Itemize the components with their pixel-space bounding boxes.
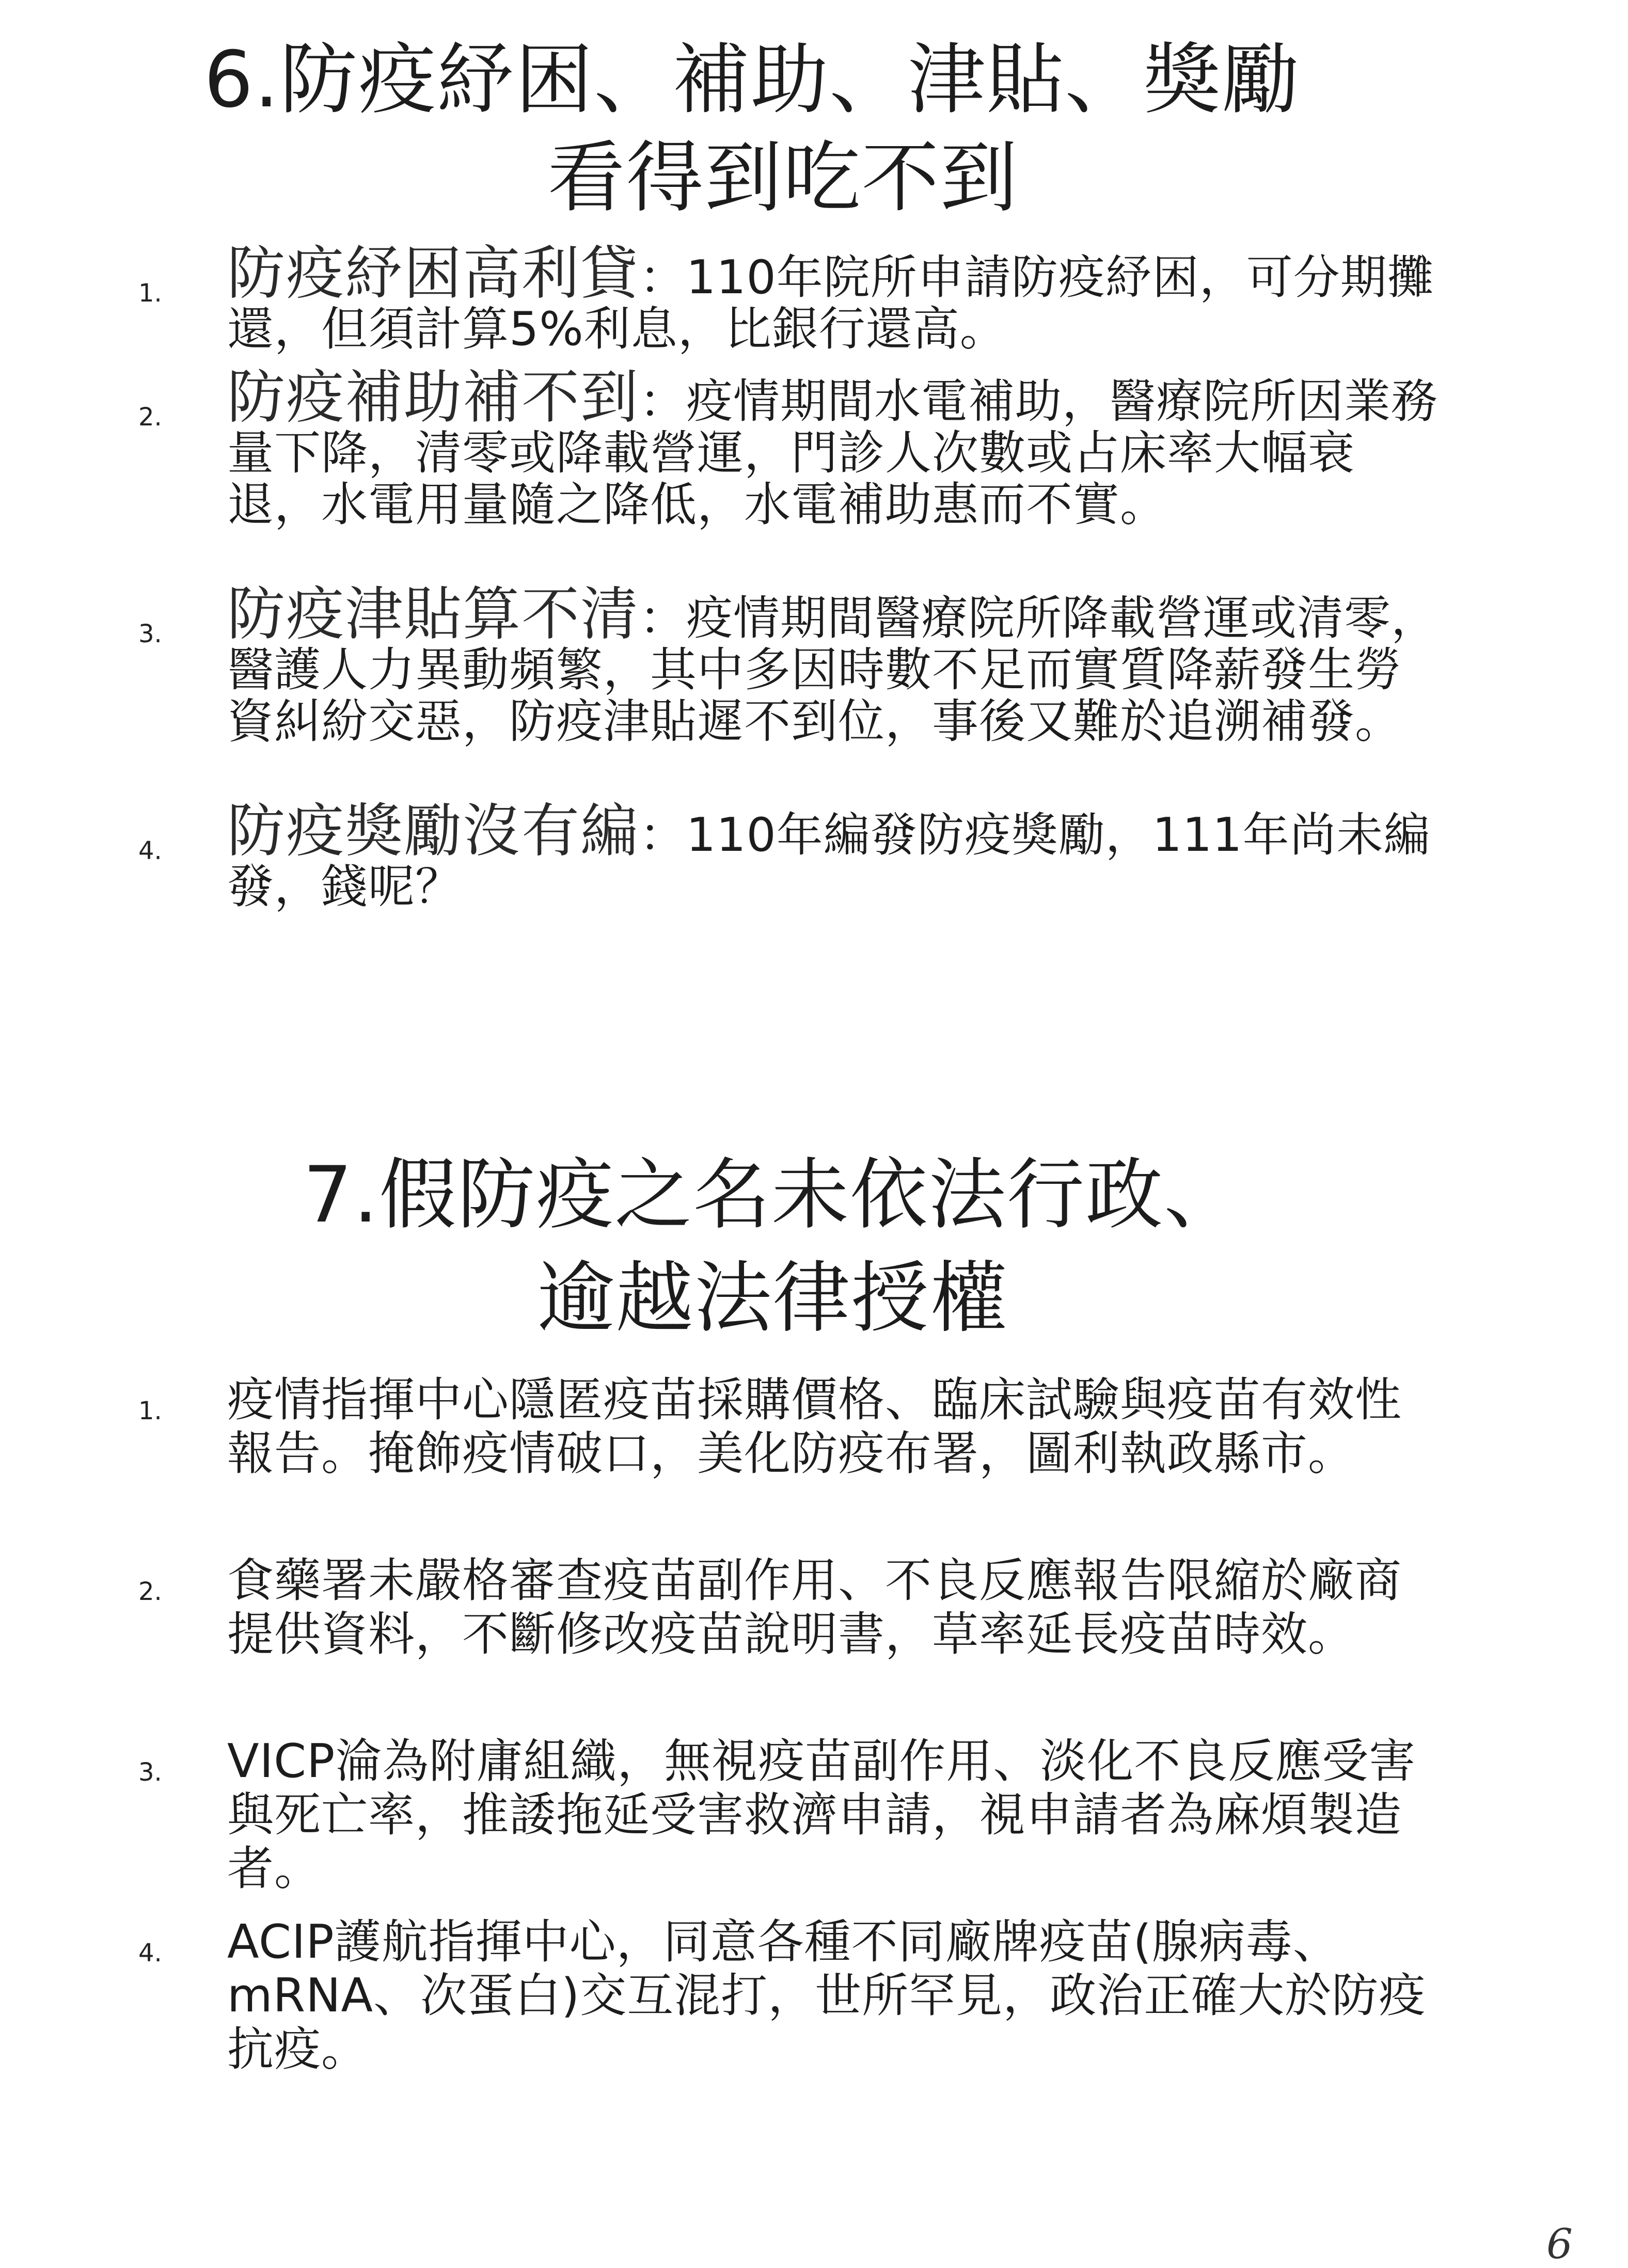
item-number: 1. [138, 279, 162, 308]
page-number: 6 [1546, 2220, 1573, 2268]
item-separator: ： [639, 591, 686, 645]
item-text [227, 364, 1441, 532]
item-number: 2. [138, 1577, 162, 1606]
section7-title-line1: 7.假防疫之名未依法行政、 [303, 1150, 1243, 1240]
section6-title-line2: 看得到吃不到 [547, 133, 1019, 223]
item-heading: 防疫津貼算不清 [227, 581, 639, 648]
item-heading: 防疫獎勵沒有編 [227, 798, 639, 865]
item-number: 3. [138, 1758, 162, 1787]
item-body: 疫情指揮中心隱匿疫苗採購價格、臨床試驗與疫苗有效性報告。掩飾疫情破口，美化防疫布署，圖利執政縣市。 [227, 1373, 1402, 1481]
item-text [227, 240, 1441, 356]
item-heading: 防疫紓困高利貸 [227, 240, 639, 307]
section7-title-line2: 逾越法律授權 [537, 1254, 1008, 1343]
item-body: ACIP護航指揮中心，同意各種不同廠牌疫苗(腺病毒、mRNA、次蛋白)交互混打，世所罕見，政治正確大於防疫抗疫。 [227, 1915, 1426, 2076]
item-text [227, 581, 1441, 749]
item-body: VICP淪為附庸組織，無視疫苗副作用、淡化不良反應受害與死亡率，推諉拖延受害救濟申請，視申請者為麻煩製造者。 [227, 1734, 1416, 1896]
item-body: 110年院所申請防疫紓困，可分期攤還，但須計算5%利息，比銀行還高。 [227, 250, 1434, 356]
item-number: 2. [138, 403, 162, 432]
item-body: 疫情期間水電補助，醫療院所因業務量下降，清零或降載營運，門診人次數或占床率大幅衰退，水電用量隨之降低，水電補助惠而不實。 [227, 374, 1438, 532]
item-heading: 防疫補助補不到 [227, 364, 639, 431]
item-separator: ： [639, 374, 686, 429]
item-separator: ： [639, 250, 686, 305]
item-number: 4. [138, 1939, 162, 1968]
item-number: 1. [138, 1397, 162, 1425]
item-body: 食藥署未嚴格審查疫苗副作用、不良反應報告限縮於廠商提供資料，不斷修改疫苗說明書，草率延長疫苗時效。 [227, 1553, 1402, 1661]
item-body: 疫情期間醫療院所降載營運或清零，醫護人力異動頻繁，其中多因時數不足而實質降薪發生勞資糾紛交惡，防疫津貼遲不到位，事後又難於追溯補發。 [227, 591, 1438, 749]
item-separator: ： [639, 808, 686, 862]
item-body: 110年編發防疫獎勵，111年尚未編發，錢呢？ [227, 808, 1431, 914]
item-text [227, 798, 1441, 914]
section6-title-line1: 6.防疫紓困、補助、津貼、獎勵 [203, 35, 1301, 125]
item-number: 3. [138, 620, 162, 648]
item-number: 4. [138, 836, 162, 865]
